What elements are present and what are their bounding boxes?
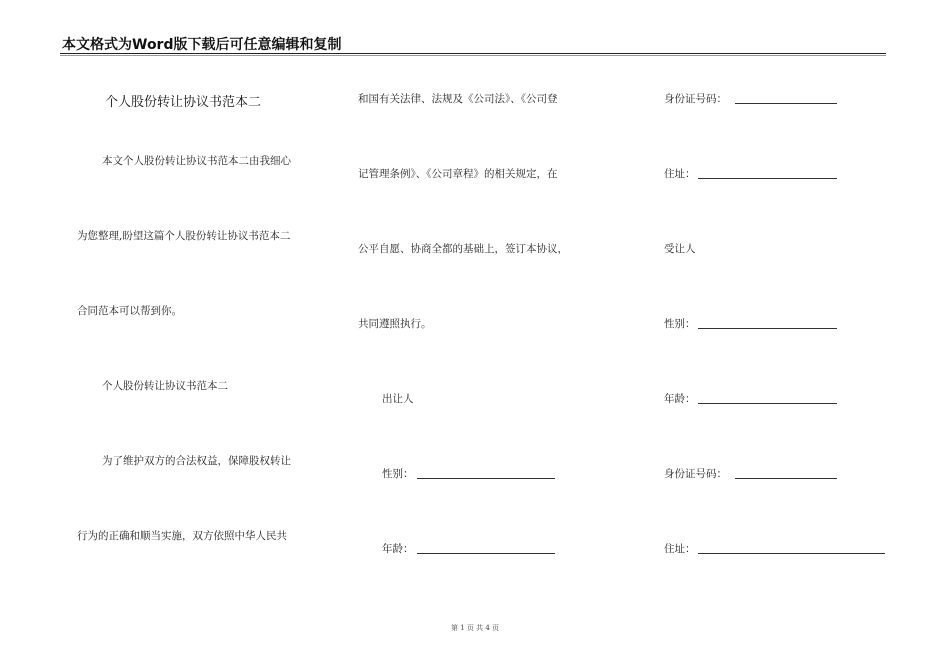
transferee-address-blank[interactable] xyxy=(698,553,885,554)
transferor-gender-label: 性别： xyxy=(382,468,414,480)
document-title: 个人股份转让协议书范本二 xyxy=(105,95,262,110)
col2-line-2: 记管理条例》、《公司章程》的相关规定，在 xyxy=(358,168,558,180)
col1-line-5: 为了维护双方的合法权益，保障股权转让 xyxy=(102,455,291,467)
transferee-gender-label: 性别： xyxy=(664,318,696,330)
transferor-address-blank[interactable] xyxy=(698,178,837,179)
page-footer: 第 1 页 共 4 页 xyxy=(450,624,500,632)
transferee-label: 受让人 xyxy=(664,243,696,255)
col1-line-1: 本文个人股份转让协议书范本二由我细心 xyxy=(102,155,291,167)
header-rule-secondary xyxy=(60,55,886,56)
transferor-id-label: 身份证号码： xyxy=(664,93,727,105)
transferee-age-blank[interactable] xyxy=(698,403,837,404)
col2-line-4: 共同遵照执行。 xyxy=(358,318,432,330)
col2-line-3: 公平自愿、协商全都的基础上，签订本协议， xyxy=(358,243,568,255)
transferee-id-blank[interactable] xyxy=(735,478,837,479)
transferor-id-blank[interactable] xyxy=(735,103,837,104)
col1-line-4: 个人股份转让协议书范本二 xyxy=(102,380,228,392)
col1-line-2: 为您整理,盼望这篇个人股份转让协议书范本二 xyxy=(77,230,291,242)
transferor-address-label: 住址： xyxy=(664,168,696,180)
transferee-age-label: 年龄： xyxy=(664,393,696,405)
transferor-gender-blank[interactable] xyxy=(417,478,555,479)
col1-line-6: 行为的正确和顺当实施，双方依照中华人民共 xyxy=(77,530,287,542)
transferor-age-blank[interactable] xyxy=(417,553,555,554)
transferor-label: 出让人 xyxy=(382,393,414,405)
transferee-id-label: 身份证号码： xyxy=(664,468,727,480)
transferor-age-label: 年龄： xyxy=(382,543,414,555)
col2-line-1: 和国有关法律、法规及《公司法》、《公司登 xyxy=(358,93,558,105)
header-rule xyxy=(60,53,886,54)
document-header-title: 本文格式为Word版下载后可任意编辑和复制 xyxy=(62,37,342,53)
col1-line-3: 合同范本可以帮到你。 xyxy=(77,305,182,317)
transferee-gender-blank[interactable] xyxy=(698,328,837,329)
transferee-address-label: 住址： xyxy=(664,543,696,555)
